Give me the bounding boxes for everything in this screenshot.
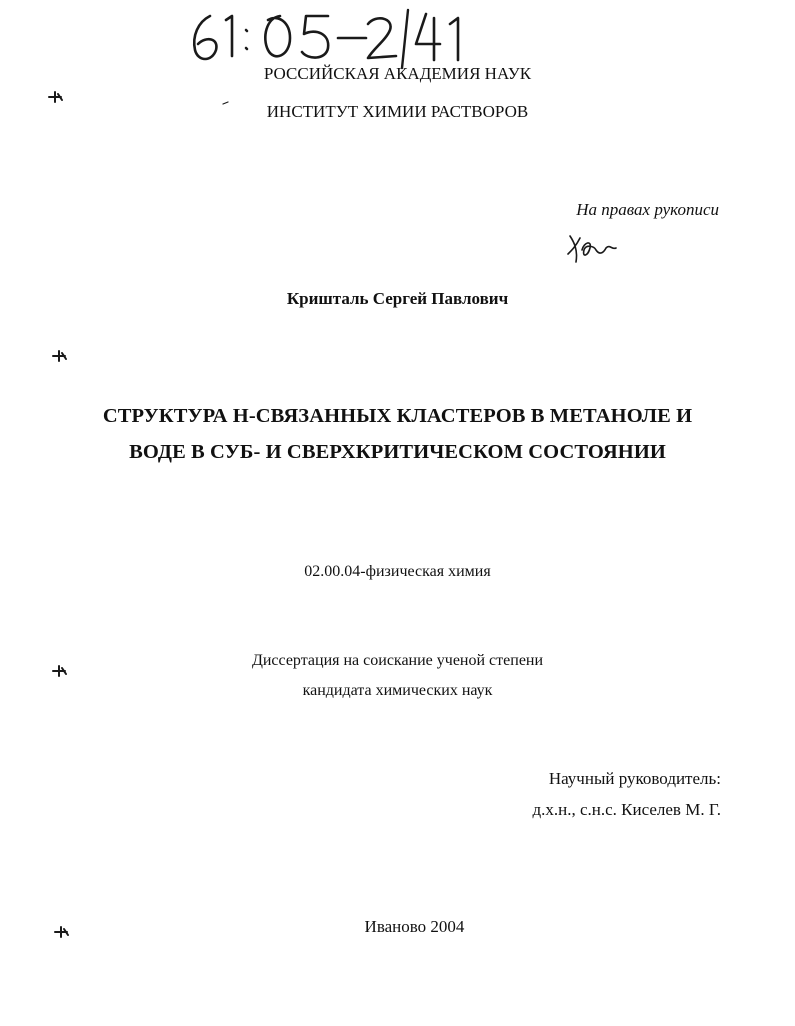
- rights-note: На правах рукописи: [576, 200, 719, 219]
- author-name: Кришталь Сергей Павлович: [286, 289, 509, 308]
- margin-mark-icon: [52, 349, 68, 363]
- margin-dash-icon: [222, 100, 230, 106]
- margin-mark-icon: [48, 90, 64, 104]
- handwritten-archive-code: [188, 10, 488, 70]
- organization-name: РОССИЙСКАЯ АКАДЕМИЯ НАУК: [263, 64, 532, 83]
- author-signature: [566, 232, 618, 268]
- specialty-code: 02.00.04-физическая химия: [304, 563, 491, 580]
- supervisor-name: д.х.н., с.н.с. Киселев М. Г.: [532, 800, 721, 819]
- supervisor-label: Научный руководитель:: [548, 769, 721, 788]
- degree-line-1: Диссертация на соискание ученой степени: [251, 652, 544, 669]
- dissertation-title-line-2: ВОДЕ В СУБ- И СВЕРХКРИТИЧЕСКОМ СОСТОЯНИИ: [129, 441, 666, 463]
- degree-line-2: кандидата химических наук: [302, 682, 493, 699]
- city-year: Иваново 2004: [364, 917, 465, 936]
- dissertation-title-line-1: СТРУКТУРА Н-СВЯЗАННЫХ КЛАСТЕРОВ В МЕТАНОЛЕ И: [102, 405, 693, 427]
- institute-name: ИНСТИТУТ ХИМИИ РАСТВОРОВ: [266, 102, 529, 121]
